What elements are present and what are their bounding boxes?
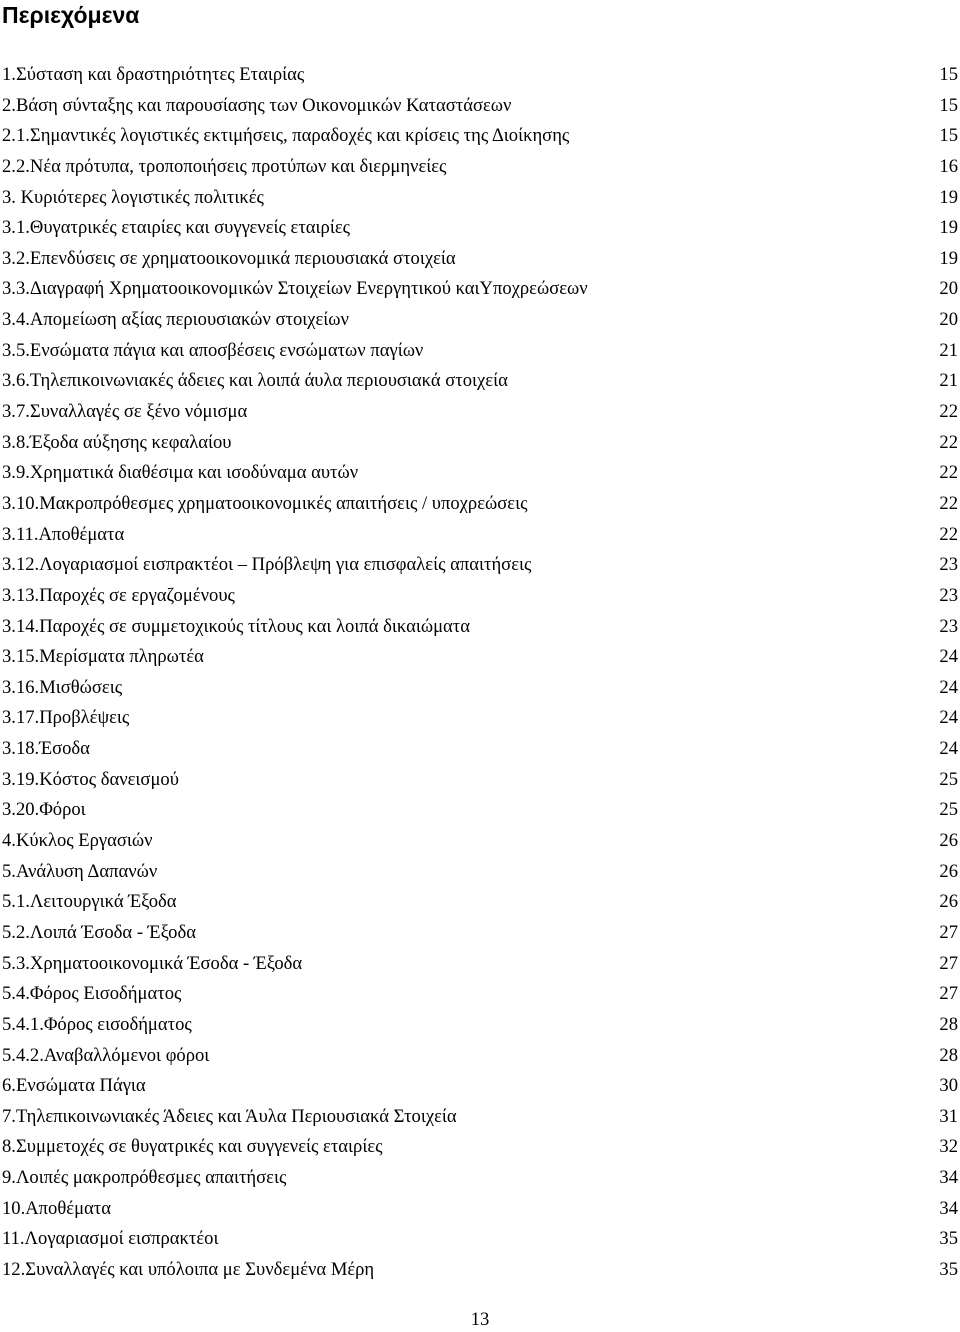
- toc-entry-page-number: 25: [939, 768, 958, 790]
- toc-entry-page-number: 22: [939, 401, 958, 423]
- toc-entry-title: 11.Λογαριασμοί εισπρακτέοι: [2, 1228, 219, 1250]
- toc-entry-page-number: 27: [939, 921, 958, 943]
- toc-entry-title: 3.3.Διαγραφή Χρηματοοικονομικών Στοιχείων Ενεργητικού καιΥποχρεώσεων: [2, 278, 588, 300]
- toc-entry[interactable]: [0, 1132, 960, 1163]
- toc-entry-title: 3.17.Προβλέψεις: [2, 707, 130, 729]
- toc-entry-title: 3.9.Χρηματικά διαθέσιμα και ισοδύναμα αυτών: [2, 462, 359, 484]
- toc-entry-page-number: 28: [939, 1013, 958, 1035]
- toc-entry-page-number: 21: [939, 370, 958, 392]
- toc-entry-page-number: 26: [939, 860, 958, 882]
- toc-entry[interactable]: [0, 1010, 960, 1041]
- toc-entry-page-number: 22: [939, 462, 958, 484]
- toc-entry[interactable]: [0, 612, 960, 643]
- toc-entry-title: 3.6.Τηλεπικοινωνιακές άδειες και λοιπά άυλα περιουσιακά στοιχεία: [2, 370, 508, 392]
- toc-entry[interactable]: [0, 336, 960, 367]
- toc-entry-page-number: 25: [939, 799, 958, 821]
- toc-entry-page-number: 24: [939, 646, 958, 668]
- toc-entry[interactable]: [0, 795, 960, 826]
- toc-entry-page-number: 34: [939, 1197, 958, 1219]
- toc-entry[interactable]: [0, 60, 960, 91]
- toc-entry-title: 4.Κύκλος Εργασιών: [2, 830, 153, 852]
- toc-entry-title: 3.20.Φόροι: [2, 799, 86, 821]
- toc-entry[interactable]: [0, 765, 960, 796]
- toc-entry-page-number: 20: [939, 309, 958, 331]
- toc-entry-page-number: 15: [939, 94, 958, 116]
- toc-entry[interactable]: [0, 1255, 960, 1286]
- toc-entry[interactable]: [0, 550, 960, 581]
- toc-entry-title: 3.19.Κόστος δανεισμού: [2, 768, 179, 790]
- toc-entry-title: 2.1.Σημαντικές λογιστικές εκτιμήσεις, παραδοχές και κρίσεις της Διοίκησης: [2, 125, 570, 147]
- toc-entry-title: 3. Κυριότερες λογιστικές πολιτικές: [2, 186, 264, 208]
- toc-entry-page-number: 16: [939, 155, 958, 177]
- toc-entry-title: 3.4.Απομείωση αξίας περιουσιακών στοιχείων: [2, 309, 349, 331]
- toc-entry-page-number: 35: [939, 1228, 958, 1250]
- toc-entry-title: 2.Βάση σύνταξης και παρουσίασης των Οικονομικών Καταστάσεων: [2, 94, 512, 116]
- toc-entry-title: 3.11.Αποθέματα: [2, 523, 125, 545]
- toc-entry[interactable]: [0, 1041, 960, 1072]
- toc-entry-page-number: 30: [939, 1075, 958, 1097]
- toc-entry-page-number: 26: [939, 830, 958, 852]
- toc-entry[interactable]: [0, 673, 960, 704]
- toc-entry[interactable]: [0, 826, 960, 857]
- toc-entry-page-number: 22: [939, 431, 958, 453]
- toc-entry[interactable]: [0, 489, 960, 520]
- toc-entry[interactable]: [0, 274, 960, 305]
- toc-entry-title: 3.18.Έσοδα: [2, 738, 90, 760]
- toc-entry-page-number: 15: [939, 64, 958, 85]
- toc-entry[interactable]: [0, 152, 960, 183]
- toc-entry-page-number: 22: [939, 492, 958, 514]
- toc-entry-page-number: 24: [939, 738, 958, 760]
- toc-entry-title: 3.5.Ενσώματα πάγια και αποσβέσεις ενσώματων παγίων: [2, 339, 424, 361]
- toc-entry-page-number: 34: [939, 1167, 958, 1189]
- toc-entry-page-number: 24: [939, 676, 958, 698]
- toc-entry[interactable]: [0, 979, 960, 1010]
- toc-entry[interactable]: [0, 857, 960, 888]
- toc-entry-title: 2.2.Νέα πρότυπα, τροποποιήσεις προτύπων και διερμηνείες: [2, 155, 447, 177]
- toc-entry-page-number: 23: [939, 554, 958, 576]
- toc-entry[interactable]: [0, 366, 960, 397]
- toc-entry[interactable]: [0, 183, 960, 214]
- toc-entry[interactable]: [0, 91, 960, 122]
- toc-entry-title: 10.Αποθέματα: [2, 1197, 111, 1219]
- toc-entry-page-number: 32: [939, 1136, 958, 1158]
- toc-entry-title: 1.Σύσταση και δραστηριότητες Εταιρίας: [2, 64, 305, 85]
- toc-entry[interactable]: [0, 703, 960, 734]
- toc-entry[interactable]: [0, 1163, 960, 1194]
- toc-entry-title: 5.4.2.Αναβαλλόμενοι φόροι: [2, 1044, 210, 1066]
- toc-entry[interactable]: [0, 520, 960, 551]
- toc-entry-page-number: 20: [939, 278, 958, 300]
- toc-entry-page-number: 23: [939, 584, 958, 606]
- toc-entry-title: 5.4.Φόρος Εισοδήματος: [2, 983, 182, 1005]
- toc-entry[interactable]: [0, 887, 960, 918]
- toc-entry[interactable]: [0, 1194, 960, 1225]
- toc-entry-title: 8.Συμμετοχές σε θυγατρικές και συγγενείς εταιρίες: [2, 1136, 383, 1158]
- toc-entry-title: 9.Λοιπές μακροπρόθεσμες απαιτήσεις: [2, 1167, 287, 1189]
- toc-entry-title: 3.2.Επενδύσεις σε χρηματοοικονομικά περιουσιακά στοιχεία: [2, 247, 456, 269]
- toc-entry[interactable]: [0, 1224, 960, 1255]
- toc-entry[interactable]: [0, 642, 960, 673]
- toc-entry-title: 3.10.Μακροπρόθεσμες χρηματοοικονομικές απαιτήσεις / υποχρεώσεις: [2, 492, 528, 514]
- toc-entry-title: 5.2.Λοιπά Έσοδα - Έξοδα: [2, 921, 196, 943]
- toc-entry[interactable]: [0, 1071, 960, 1102]
- toc-entry-page-number: 35: [939, 1258, 958, 1280]
- toc-entry-title: 5.1.Λειτουργικά Έξοδα: [2, 891, 177, 913]
- toc-heading: Περιεχόμενα: [2, 2, 140, 28]
- toc-entry-page-number: 27: [939, 983, 958, 1005]
- toc-entry-page-number: 31: [939, 1105, 958, 1127]
- toc-entry-title: 12.Συναλλαγές και υπόλοιπα με Συνδεμένα Μέρη: [2, 1258, 375, 1280]
- toc-entry[interactable]: [0, 918, 960, 949]
- toc-entry-page-number: 15: [939, 125, 958, 147]
- table-of-contents: [0, 60, 960, 1286]
- toc-entry-title: 6.Ενσώματα Πάγια: [2, 1075, 146, 1097]
- toc-entry[interactable]: [0, 428, 960, 459]
- toc-entry-page-number: 19: [939, 186, 958, 208]
- toc-entry-title: 5.4.1.Φόρος εισοδήματος: [2, 1013, 192, 1035]
- toc-entry[interactable]: [0, 244, 960, 275]
- toc-entry-page-number: 19: [939, 217, 958, 239]
- toc-entry-title: 3.15.Μερίσματα πληρωτέα: [2, 646, 204, 668]
- toc-entry[interactable]: [0, 734, 960, 765]
- toc-entry-title: 3.13.Παροχές σε εργαζομένους: [2, 584, 235, 606]
- toc-entry-title: 3.8.Έξοδα αύξησης κεφαλαίου: [2, 431, 232, 453]
- toc-entry[interactable]: [0, 213, 960, 244]
- toc-entry[interactable]: [0, 581, 960, 612]
- toc-entry-page-number: 23: [939, 615, 958, 637]
- toc-entry-title: 7.Τηλεπικοινωνιακές Άδειες και Άυλα Περιουσιακά Στοιχεία: [2, 1105, 457, 1127]
- toc-entry-title: 3.7.Συναλλαγές σε ξένο νόμισμα: [2, 401, 248, 423]
- toc-entry-title: 5.3.Χρηματοοικονομικά Έσοδα - Έξοδα: [2, 952, 303, 974]
- toc-entry-page-number: 21: [939, 339, 958, 361]
- toc-entry[interactable]: [0, 1102, 960, 1133]
- toc-entry-page-number: 26: [939, 891, 958, 913]
- toc-entry[interactable]: [0, 397, 960, 428]
- toc-entry-title: 5.Ανάλυση Δαπανών: [2, 860, 158, 882]
- toc-entry-page-number: 27: [939, 952, 958, 974]
- toc-entry-page-number: 22: [939, 523, 958, 545]
- toc-entry[interactable]: [0, 949, 960, 980]
- page-number: 13: [470, 1309, 490, 1330]
- toc-entry-title: 3.12.Λογαριασμοί εισπρακτέοι – Πρόβλεψη για επισφαλείς απαιτήσεις: [2, 554, 532, 576]
- toc-entry-title: 3.16.Μισθώσεις: [2, 676, 123, 698]
- toc-entry-title: 3.1.Θυγατρικές εταιρίες και συγγενείς εταιρίες: [2, 217, 351, 239]
- toc-entry-title: 3.14.Παροχές σε συμμετοχικούς τίτλους και λοιπά δικαιώματα: [2, 615, 471, 637]
- toc-entry-page-number: 24: [939, 707, 958, 729]
- toc-entry-page-number: 28: [939, 1044, 958, 1066]
- toc-entry[interactable]: [0, 121, 960, 152]
- toc-entry-page-number: 19: [939, 247, 958, 269]
- toc-entry[interactable]: [0, 305, 960, 336]
- toc-entry[interactable]: [0, 458, 960, 489]
